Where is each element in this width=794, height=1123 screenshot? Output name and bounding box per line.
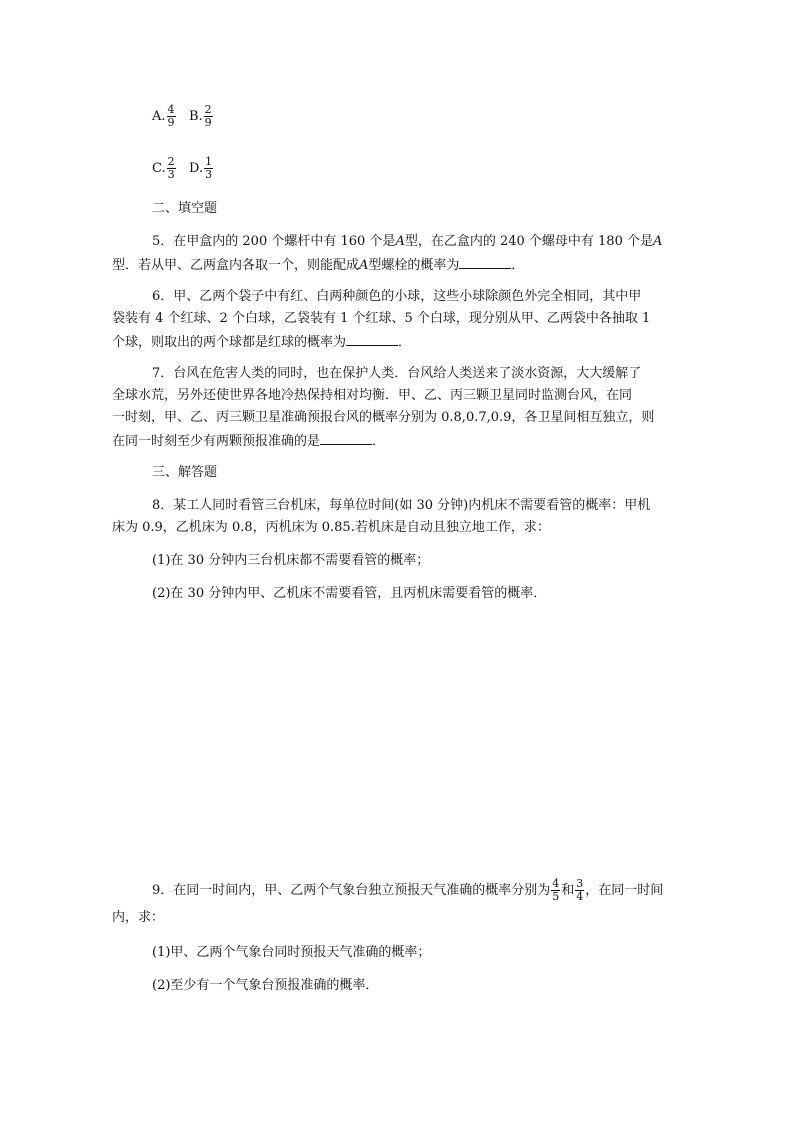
question-7-line-1: 7．台风在危害人类的同时，也在保护人类．台风给人类送来了淡水资源，大大缓解了 — [152, 366, 642, 381]
question-7-line-4: 在同一时刻至少有两颗预报准确的是 ． — [112, 430, 385, 452]
option-row-cd — [152, 156, 214, 181]
answer-blank[interactable] — [346, 331, 398, 346]
option-a-fraction: $\frac{4}{9}$ — [167, 103, 175, 129]
question-5-line-2: 型．若从甲、乙两盒内各取一个，则能配成A型螺栓的概率为 ． — [112, 254, 524, 276]
fraction-3-4: $\frac{3}{4}$ — [576, 877, 584, 903]
option-c-fraction: $\frac{2}{3}$ — [167, 155, 175, 181]
question-7-line-3: 一时刻，甲、乙、丙三颗卫星准确预报台风的概率分别为 0.8,0.7,0.9，各卫星间相互独立，则 — [112, 410, 655, 425]
question-9-part-1: (1)甲、乙两个气象台同时预报天气准确的概率； — [152, 945, 431, 960]
option-b-fraction: $\frac{2}{9}$ — [204, 103, 212, 129]
answer-blank[interactable] — [320, 430, 372, 445]
answer-blank[interactable] — [459, 254, 511, 269]
question-6-line-2: 袋装有 4 个红球、2 个白球，乙袋装有 1 个红球、5 个白球，现分别从甲、乙两袋中各抽取 1 — [112, 311, 651, 326]
option-row-ab — [152, 104, 214, 129]
question-8-line-2: 床为 0.9，乙机床为 0.8，丙机床为 0.85.若机床是自动且独立地工作，求： — [112, 520, 550, 535]
question-8-part-2: (2)在 30 分钟内甲、乙机床不需要看管，且丙机床需要看管的概率． — [152, 586, 547, 601]
option-a-label: A. — [152, 109, 166, 124]
question-9-line-2: 内，求： — [112, 910, 165, 925]
question-9-line-1: 9．在同一时间内，甲、乙两个气象台独立预报天气准确的概率分别为 $\frac{4}{5}$ 和 $\frac{3}{4}$ ，在同一时间 — [152, 877, 664, 903]
question-8-line-1: 8．某工人同时看管三台机床，每单位时间(如 30 分钟)内机床不需要看管的概率：甲机 — [152, 498, 651, 513]
option-d-fraction: $\frac{1}{3}$ — [205, 155, 213, 181]
option-d-label: D. — [189, 161, 204, 176]
question-5-line-1: 5．在甲盒内的 200 个螺杆中有 160 个是A型，在乙盒内的 240 个螺母中有 180 个是A — [152, 234, 663, 249]
fraction-4-5: $\frac{4}{5}$ — [552, 877, 560, 903]
option-c-label: C. — [152, 161, 166, 176]
question-7-line-2: 全球水荒，另外还使世界各地冷热保持相对均衡．甲、乙、丙三颗卫星同时监测台风，在同 — [112, 388, 633, 403]
question-9-part-2: (2)至少有一个气象台预报准确的概率． — [152, 978, 379, 993]
question-8-part-1: (1)在 30 分钟内三台机床都不需要看管的概率； — [152, 553, 430, 568]
option-b-label: B. — [188, 109, 203, 124]
question-6-line-1: 6．甲、乙两个袋子中有红、白两种颜色的小球，这些小球除颜色外完全相同，其中甲 — [152, 289, 642, 304]
question-6-line-3: 个球，则取出的两个球都是红球的概率为 ． — [112, 331, 411, 353]
section-fill-in-heading: 二、填空题 — [152, 201, 218, 216]
section-answer-heading: 三、解答题 — [152, 465, 218, 480]
